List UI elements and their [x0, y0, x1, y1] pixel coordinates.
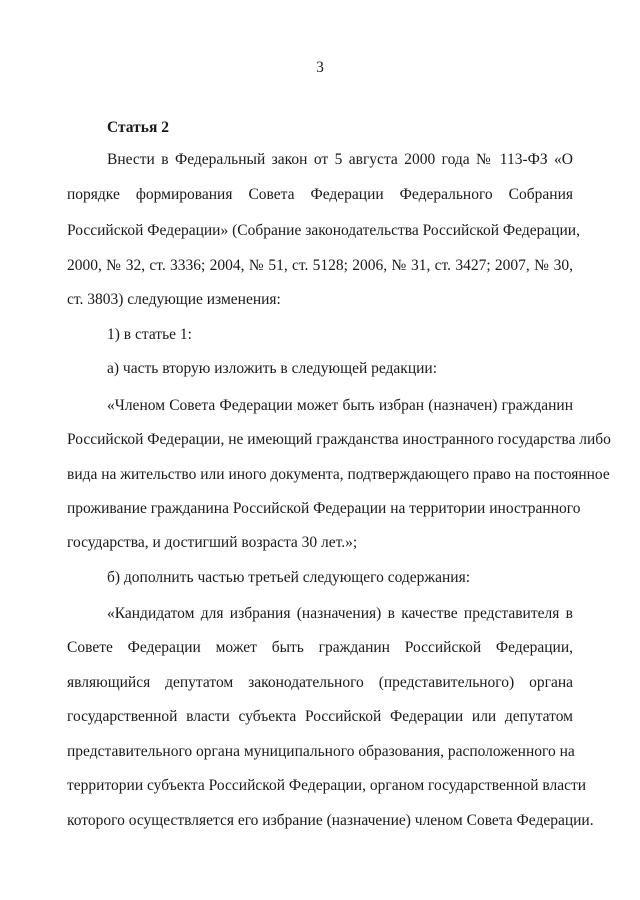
text-line: являющийся депутатом законодательного (представительного) органа: [67, 674, 573, 691]
text-line: «Членом Совета Федерации может быть избран (назначен) гражданин: [107, 397, 573, 414]
text-line: «Кандидатом для избрания (назначения) в качестве представителя в: [107, 605, 573, 622]
text-line: а) часть вторую изложить в следующей редакции:: [107, 360, 438, 377]
text-line: государства, и достигший возраста 30 лет.»;: [67, 534, 358, 551]
text-line: 1) в статье 1:: [107, 326, 192, 343]
article-heading: Статья 2: [107, 119, 169, 136]
text-line: порядке формирования Совета Федерации Федерального Собрания: [67, 186, 573, 203]
text-line: представительного органа муниципального образования, расположенного на: [67, 743, 575, 760]
text-line: вида на жительство или иного документа, подтверждающего право на постоянное: [67, 466, 610, 483]
text-line: территории субъекта Российской Федерации, органом государственной власти: [67, 777, 587, 794]
text-line: проживание гражданина Российской Федерации на территории иностранного: [67, 500, 581, 517]
text-line: которого осуществляется его избрание (назначение) членом Совета Федерации.: [67, 812, 594, 829]
text-line: ст. 3803) следующие изменения:: [67, 291, 281, 308]
text-line: Внести в Федеральный закон от 5 августа 2000 года № 113-ФЗ «О: [107, 151, 573, 168]
text-line: государственной власти субъекта Российской Федерации или депутатом: [67, 708, 573, 725]
text-line: Российской Федерации, не имеющий гражданства иностранного государства либо: [67, 431, 611, 448]
text-line: Российской Федерации» (Собрание законодательства Российской Федерации,: [67, 222, 580, 239]
text-line: Совете Федерации может быть гражданин Российской Федерации,: [67, 639, 573, 656]
text-line: б) дополнить частью третьей следующего содержания:: [107, 569, 471, 586]
page-number: 3: [316, 59, 324, 76]
text-line: 2000, № 32, ст. 3336; 2004, № 51, ст. 5128; 2006, № 31, ст. 3427; 2007, № 30,: [67, 257, 573, 274]
